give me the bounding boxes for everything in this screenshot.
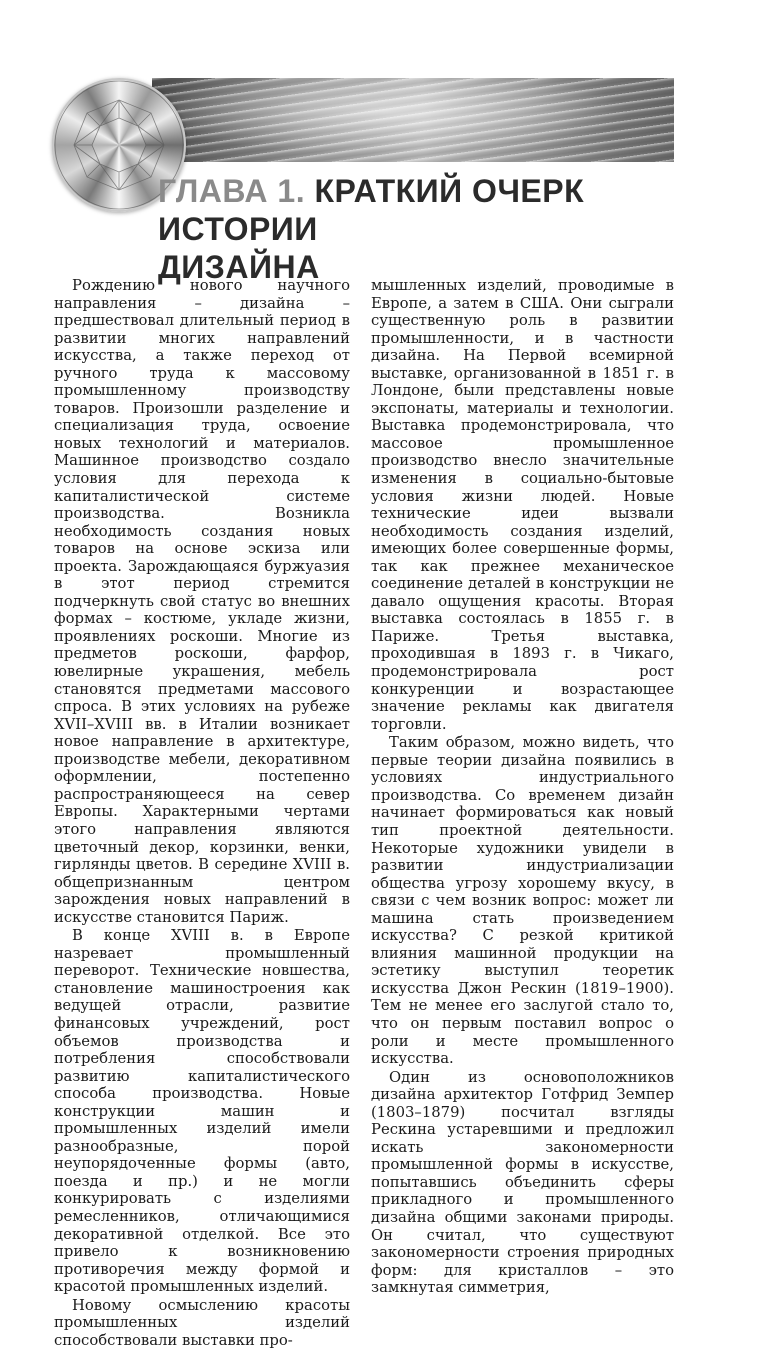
header-banner [152, 78, 674, 162]
chapter-label: ГЛАВА 1. [158, 173, 306, 209]
text-column-right [371, 277, 674, 1297]
chapter-title [158, 172, 718, 286]
chapter-title-line1: КРАТКИЙ ОЧЕРК ИСТОРИИ [158, 173, 585, 247]
paragraph: Новому осмыслению красоты промышленных изделий способствовали выставки про- [54, 1296, 350, 1349]
paragraph: В конце XVIII в. в Европе назревает промышленный переворот. Технические новшества, становление машиностроения как ведущей отрасли, развитие финансовых учреждений, рост объемов производства и потребления способствовали развитию капиталистического способа производства. Новые конструкции машин и промышленных изделий имели разнообразные, порой неупорядоченные формы (авто, поезда и пр.) и не могли конкурировать с изделиями ремесленников, отличающимися декоративной отделкой. Все это привело к возникновению противоречия между формой и красотой промышленных изделий. [54, 927, 350, 1296]
paragraph: мышленных изделий, проводимые в Европе, а затем в США. Они сыграли существенную роль в развитии промышленности, и в частности дизайна. На Первой всемирной выставке, организованной в 1851 г. в Лондоне, были представлены новые экспонаты, материалы и технологии. Выставка продемонстрировала, что массовое промышленное производство внесло значительные изменения в социально-бытовые условия жизни людей. Новые технические идеи вызвали необходимость создания изделий, имеющих более совершенные формы, так как прежнее механическое соединение деталей в конструкции не давало ощущения красоты. Вторая выставка состоялась в 1855 г. в Париже. Третья выставка, проходившая в 1893 г. в Чикаго, продемонстрировала рост конкуренции и возрастающее значение рекламы как двигателя торговли. [371, 277, 674, 733]
paragraph: Таким образом, можно видеть, что первые теории дизайна появились в условиях индустриального производства. Со временем дизайн начинает формироваться как новый тип проектной деятельности. Некоторые художники увидели в развитии индустриализации общества угрозу хорошему вкусу, в связи с чем возник вопрос: может ли машина стать произведением искусства? С резкой критикой влияния машинной продукции на эстетику выступил теоретик искусства Джон Рескин (1819–1900). Тем не менее его заслугой стало то, что он первым поставил вопрос о роли и месте промышленного искусства. [371, 734, 674, 1068]
chapter-title-line2: ДИЗАЙНА [158, 249, 320, 285]
paragraph: Рождению нового научного направления – дизайна – предшествовал длительный период в развитии многих направлений искусства, а также переход от ручного труда к массовому промышленному производству товаров. Произошли разделение и специализация труда, освоение новых технологий и материалов. Машинное производство создало условия для перехода к капиталистической системе производства. Возникла необходимость создания новых товаров на основе эскиза или проекта. Зарождающаяся буржуазия в этот период стремится подчеркнуть свой статус во внешних формах – костюме, укладе жизни, проявлениях роскоши. Многие из предметов роскоши, фарфор, ювелирные украшения, мебель становятся предметами массового спроса. В этих условиях на рубеже XVII–XVIII вв. в Италии возникает новое направление в архитектуре, производстве мебели, декоративном оформлении, постепенно распространяющееся на север Европы. Характерными чертами этого направления являются цветочный декор, корзинки, венки, гирлянды цветов. В середине XVIII в. общепризнанным центром зарождения новых направлений в искусстве становится Париж. [54, 277, 350, 926]
text-column-left [54, 277, 350, 1349]
paragraph: Один из основоположников дизайна архитектор Готфрид Земпер (1803–1879) посчитал взгляды Рескина устаревшими и предложил искать закономерности промышленной формы в искусстве, попытавшись объединить сферы прикладного и промышленного дизайна общими законами природы. Он считал, что существуют закономерности строения природных форм: для кристаллов – это замкнутая симметрия, [371, 1068, 674, 1297]
